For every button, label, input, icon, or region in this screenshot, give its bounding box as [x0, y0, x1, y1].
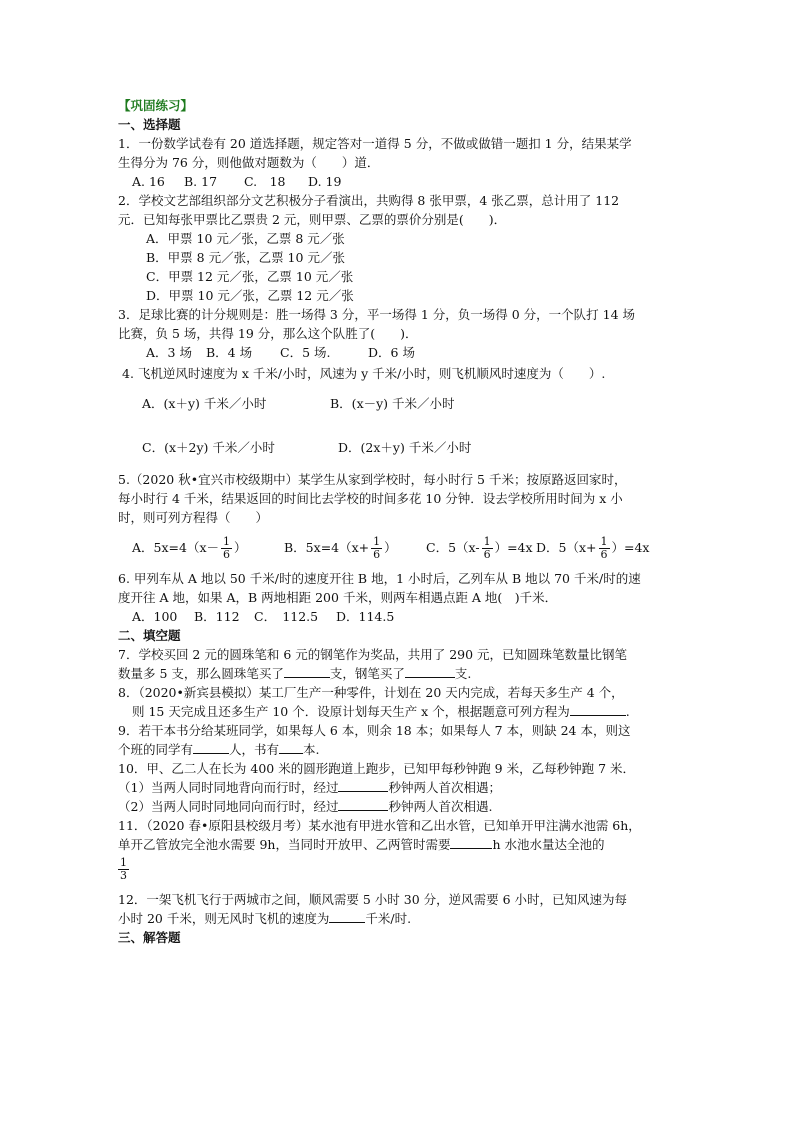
q7-line1: 7．学校买回 2 元的圆珠笔和 6 元的钢笔作为奖品，共用了 290 元，已知圆珠笔数量比钢笔: [118, 647, 628, 662]
q6-line1: 6. 甲列车从 A 地以 50 千米/时的速度开往 B 地，1 小时后，乙列车从 B 地以 70 千米/时的速: [118, 571, 641, 586]
fraction-numerator: 1: [483, 535, 491, 548]
q12-blank[interactable]: [329, 909, 365, 923]
q1-opt-c: C. 18: [244, 174, 286, 189]
q1-options: [118, 172, 708, 191]
q11-fraction-line: [118, 854, 708, 884]
part1-title: 一、选择题: [118, 117, 181, 132]
q10-sub2: [118, 797, 708, 816]
q10-sub2-end: 秒钟两人首次相遇.: [388, 799, 493, 814]
q5-opt-b-text: B．5x=4（x+: [284, 540, 370, 555]
fraction-numerator: 1: [223, 535, 231, 548]
worksheet: [118, 96, 708, 947]
q9-blank-2[interactable]: [279, 740, 303, 754]
q12-text-b: 千米/时.: [365, 911, 412, 926]
q12-line2: [118, 909, 708, 928]
q3-opt-a: A．3 场: [146, 345, 192, 360]
q7-text-b: 支，钢笔买了: [329, 666, 405, 681]
q11-line1: 11．（2020 春•原阳县校级月考）某水池有甲进水管和乙出水管，已知单开甲注满水池需 6h，: [118, 818, 641, 833]
q10-sub2-text: （2）当两人同时同地同向而行时，经过: [118, 799, 339, 814]
q1-opt-b: B. 17: [184, 174, 218, 189]
fraction: [221, 536, 232, 561]
q6-opt-c: C． 112.5: [254, 609, 319, 624]
fraction-denominator: 6: [483, 548, 491, 561]
fraction: [371, 536, 382, 561]
q10-sub1-end: 秒钟两人首次相遇；: [388, 780, 501, 795]
q2-line1: 2．学校文艺部组织部分文艺积极分子看演出，共购得 8 张甲票，4 张乙票，总计用了 112: [118, 193, 620, 208]
q9-text-c: 本.: [303, 742, 320, 757]
q8-blank[interactable]: [570, 702, 626, 716]
q4-opt-b: B．(x－y) 千米／小时: [330, 396, 455, 411]
q5-opt-a: [132, 527, 284, 569]
part2-title: 二、填空题: [118, 628, 181, 643]
q10-blank-2[interactable]: [338, 797, 388, 811]
q3-options: [118, 343, 708, 362]
q9-line2: [118, 740, 708, 759]
q2-opt-b: B．甲票 8 元／张，乙票 10 元／张: [146, 250, 345, 265]
q3-line2: 比赛，负 5 场，共得 19 分，那么这个队胜了( )．: [118, 326, 418, 341]
fraction: [118, 857, 129, 882]
q8-text: 则 15 天完成且还多生产 10 个．设原计划每天生产 x 个，根据题意可列方程为: [132, 704, 570, 719]
q3-opt-d: D．6 场: [368, 345, 415, 360]
q7-text-a: 数量多 5 支，那么圆珠笔买了: [118, 666, 284, 681]
q6-line2: 度开往 A 地，如果 A，B 两地相距 200 千米，则两车相遇点距 A 地( )千米．: [118, 590, 558, 605]
q9-blank-1[interactable]: [193, 740, 229, 754]
q5-line2: 每小时行 4 千米，结果返回的时间比去学校的时间多花 10 分钟．设去学校所用时间为 x 小: [118, 491, 623, 506]
q6-options: [118, 607, 708, 626]
q2-opt-c: C．甲票 12 元／张，乙票 10 元／张: [146, 269, 354, 284]
q7-text-c: 支.: [454, 666, 472, 681]
q5-opt-c: [426, 527, 536, 569]
q4-opt-a: A．(x＋y) 千米／小时: [142, 396, 267, 411]
q3-line1: 3．足球比赛的计分规则是：胜一场得 3 分，平一场得 1 分，负一场得 0 分，一个队打 14 场: [118, 307, 636, 322]
q10-sub1-text: （1）当两人同时同地背向而行时，经过: [118, 780, 339, 795]
q5-line3: 时，则可列方程得（ ）: [118, 510, 269, 525]
q6-opt-d: D．114.5: [336, 609, 395, 624]
q11-text-a: 单开乙管放完全池水需要 9h，当同时开放甲、乙两管时需要: [118, 837, 451, 852]
q5-opt-a-end: ）: [234, 540, 247, 555]
q5-opt-d: [536, 535, 650, 561]
q4-options-ab: [118, 386, 708, 422]
fraction-denominator: 3: [120, 869, 127, 882]
q5-opt-c-text: C．5（x-: [426, 540, 480, 555]
q8-line1: 8．（2020•新宾县模拟）某工厂生产一种零件，计划在 20 天内完成，若每天多生产 4 个，: [118, 685, 624, 700]
q8-end: .: [625, 704, 630, 719]
q1-line2: 生得分为 76 分，则他做对题数为（ ）道．: [118, 155, 380, 170]
q11-blank[interactable]: [450, 835, 492, 849]
fraction: [482, 536, 493, 561]
q3-opt-c: C．5 场.: [280, 345, 331, 360]
q7-blank-2[interactable]: [405, 664, 455, 678]
q11-text-b: h 水池水量达全池的: [492, 837, 605, 852]
q9-line1: 9．若干本书分给某班同学，如果每人 6 本，则余 18 本；如果每人 7 本，则缺 24 本，则这: [118, 723, 631, 738]
fraction-denominator: 6: [373, 548, 381, 561]
q4-gap: [118, 422, 708, 432]
q5-opt-d-end: ）=4x: [611, 540, 650, 555]
fraction-numerator: 1: [120, 856, 127, 869]
q12-text-a: 小时 20 千米，则无风时飞机的速度为: [118, 911, 330, 926]
q6-opt-a: A．100: [132, 609, 178, 624]
q10-line1: 10．甲、乙二人在长为 400 米的圆形跑道上跑步，已知甲每秒钟跑 9 米，乙每秒钟跑 7 米．: [118, 761, 636, 776]
q4-opt-d: D．(2x＋y) 千米／小时: [338, 440, 472, 455]
q11-line2: [118, 835, 708, 854]
q2-line2: 元．已知每张甲票比乙票贵 2 元，则甲票、乙票的票价分别是( )．: [118, 212, 507, 227]
q1-opt-a: A. 16: [132, 174, 165, 189]
q5-line1: 5.（2020 秋•宜兴市校级期中）某学生从家到学校时，每小时行 5 千米；按原路返回家时，: [118, 472, 627, 487]
section-title: 【巩固练习】: [118, 98, 194, 113]
fraction-denominator: 6: [223, 548, 231, 561]
q1-line1: 1．一份数学试卷有 20 道选择题，规定答对一道得 5 分，不做或做错一题扣 1 分，结果某学: [118, 136, 632, 151]
q4-options-cd: [118, 432, 708, 464]
fraction-numerator: 1: [373, 535, 381, 548]
q2-opt-a: A．甲票 10 元／张，乙票 8 元／张: [146, 231, 345, 246]
q9-text-b: 人，书有: [229, 742, 280, 757]
q10-blank-1[interactable]: [338, 778, 388, 792]
q8-line2: [118, 702, 708, 721]
q5-opt-b-end: ）: [384, 540, 397, 555]
q5-opt-b: [284, 527, 426, 569]
q3-opt-b: B．4 场: [206, 345, 253, 360]
q7-blank-1[interactable]: [284, 664, 330, 678]
fraction-numerator: 1: [600, 535, 608, 548]
part3-title: 三、解答题: [118, 930, 181, 945]
fraction-denominator: 6: [600, 548, 608, 561]
q5-opt-d-text: D．5（x+: [536, 540, 597, 555]
q5-opt-a-text: A．5x=4（x－: [132, 540, 220, 555]
q4-opt-c: C．(x＋2y) 千米／小时: [142, 440, 275, 455]
q12-line1: 12．一架飞机飞行于两城市之间，顺风需要 5 小时 30 分，逆风需要 6 小时，已知风速为每: [118, 892, 628, 907]
q5-options: [118, 527, 708, 569]
q6-opt-b: B．112: [194, 609, 240, 624]
fraction: [599, 536, 610, 561]
q10-sub1: [118, 778, 708, 797]
q1-opt-d: D. 19: [308, 174, 342, 189]
q7-line2: [118, 664, 708, 683]
q9-text-a: 个班的同学有: [118, 742, 194, 757]
q4-line1: 4. 飞机逆风时速度为 x 千米/小时，风速为 y 千米/小时，则飞机顺风时速度为（ ）.: [122, 366, 606, 381]
q2-opt-d: D．甲票 10 元／张，乙票 12 元／张: [146, 288, 354, 303]
q5-opt-c-end: ）=4x: [494, 540, 533, 555]
